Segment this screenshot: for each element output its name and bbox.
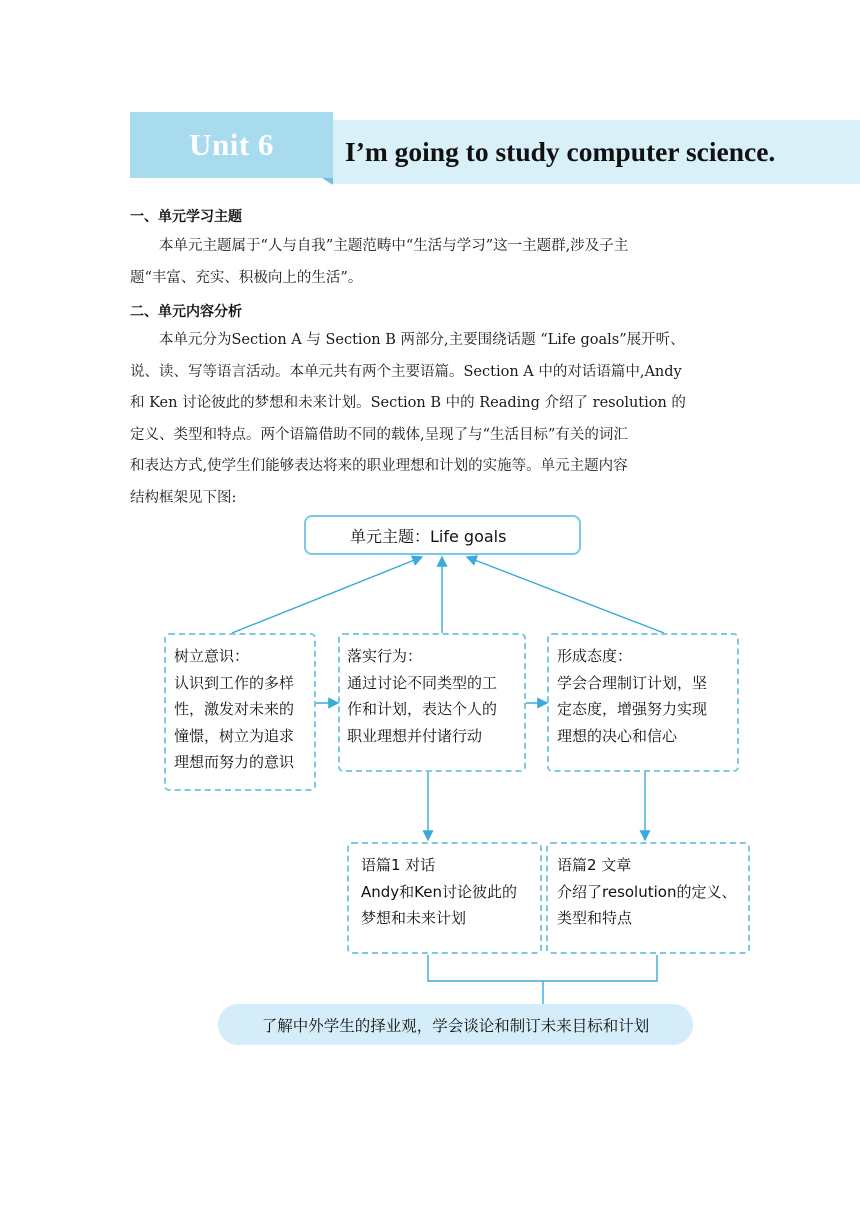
attitude-box bbox=[547, 633, 739, 772]
awareness-box-line: 认识到工作的多样 bbox=[174, 673, 295, 692]
section-one-heading: 一、单元学习主题 bbox=[130, 209, 242, 225]
section-two-line: 说、读、写等语言活动。本单元共有两个主要语篇。Section A 中的对话语篇中,Andy bbox=[130, 363, 682, 380]
conclusion-text: 了解中外学生的择业观，学会谈论和制订未来目标和计划 bbox=[261, 1016, 650, 1035]
section-two-heading: 二、单元内容分析 bbox=[130, 304, 242, 320]
text1-box bbox=[347, 842, 542, 954]
text1-box-title: 语篇1 对话 bbox=[361, 856, 436, 874]
action-box bbox=[338, 633, 526, 772]
arrow-box3-to-top bbox=[467, 557, 664, 633]
arrow-box1-to-top bbox=[232, 557, 422, 633]
unit-title: I’m going to study computer science. bbox=[345, 136, 776, 167]
text2-box-line: 介绍了resolution的定义、 bbox=[557, 882, 737, 901]
attitude-box-title: 形成态度： bbox=[557, 647, 633, 665]
awareness-box-line: 性，激发对未来的 bbox=[174, 700, 295, 718]
theme-box-label: 单元主题：Life goals bbox=[350, 526, 507, 546]
unit-label: Unit 6 bbox=[189, 127, 274, 162]
attitude-box-line: 定态度，增强努力实现 bbox=[557, 700, 708, 718]
awareness-box bbox=[164, 633, 316, 791]
bracket-box4-box5 bbox=[428, 955, 657, 981]
attitude-box-line: 学会合理制订计划，坚 bbox=[557, 673, 708, 692]
section-two-line: 和表达方式,使学生们能够表达将来的职业理想和计划的实施等。单元主题内容 bbox=[130, 458, 628, 474]
action-box-line: 通过讨论不同类型的工 bbox=[347, 673, 498, 692]
action-box-line: 职业理想并付诸行动 bbox=[347, 726, 483, 745]
text2-box-line: 类型和特点 bbox=[557, 909, 633, 927]
awareness-box-line: 憧憬，树立为追求 bbox=[174, 726, 295, 745]
text2-box-title: 语篇2 文章 bbox=[557, 856, 632, 874]
text2-box bbox=[546, 842, 750, 954]
theme-box bbox=[304, 515, 581, 555]
section-one-line: 本单元主题属于“人与自我”主题范畴中“生活与学习”这一主题群,涉及子主 bbox=[159, 238, 629, 254]
text1-box-line: Andy和Ken讨论彼此的 bbox=[361, 882, 517, 901]
section-two-line: 结构框架见下图: bbox=[130, 489, 237, 506]
section-two-line: 和 Ken 讨论彼此的梦想和未来计划。Section B 中的 Reading 介绍了 resolution 的 bbox=[130, 395, 686, 411]
text1-box-line: 梦想和未来计划 bbox=[361, 909, 467, 927]
section-two-line: 本单元分为Section A 与 Section B 两部分,主要围绕话题 “Life goals”展开听、 bbox=[159, 332, 685, 348]
awareness-box-line: 理想而努力的意识 bbox=[174, 753, 295, 771]
action-box-line: 作和计划，表达个人的 bbox=[347, 700, 498, 718]
attitude-box-line: 理想的决心和信心 bbox=[557, 726, 678, 745]
action-box-title: 落实行为： bbox=[347, 647, 423, 665]
section-one-line: 题“丰富、充实、积极向上的生活”。 bbox=[130, 269, 363, 286]
conclusion-pill bbox=[218, 1004, 693, 1045]
awareness-box-title: 树立意识： bbox=[174, 647, 250, 665]
section-two-line: 定义、类型和特点。两个语篇借助不同的载体,呈现了与“生活目标”有关的词汇 bbox=[130, 426, 628, 443]
